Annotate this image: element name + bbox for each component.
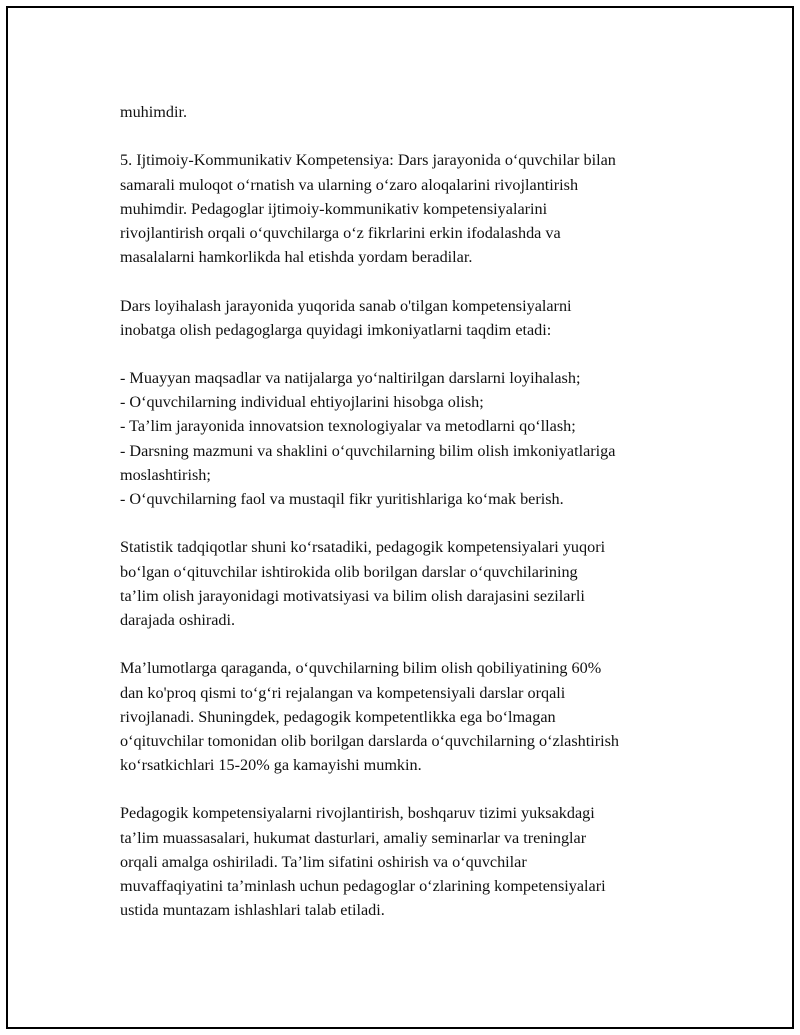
text-line: ko‘rsatkichlari 15-20% ga kamayishi mumkin. [120,756,422,775]
list-item: - Muayyan maqsadlar va natijalarga yo‘naltirilgan darslarni loyihalash; [120,369,581,388]
text-line: darajada oshiradi. [120,610,236,629]
paragraph [120,535,700,632]
list-item: - Darsning mazmuni va shaklini o‘quvchilarning bilim olish imkoniyatlariga [120,441,616,460]
text-line: Pedagogik kompetensiyalarni rivojlantirish, boshqaruv tizimi yuksakdagi [120,804,595,823]
text-line: Ma’lumotlarga qaraganda, o‘quvchilarning bilim olish qobiliyatining 60% [120,659,602,678]
text-line: muhimdir. Pedagoglar ijtimoiy-kommunikativ kompetensiyalarini [120,199,548,218]
document-page [6,6,794,1029]
paragraph [120,801,700,922]
document-body [120,100,700,922]
text-line: inobatga olish pedagoglarga quyidagi imkoniyatlarni taqdim etadi: [120,320,552,339]
paragraph [120,148,700,269]
text-line: 5. Ijtimoiy-Kommunikativ Kompetensiya: Dars jarayonida o‘quvchilar bilan [120,151,616,170]
text-line: bo‘lgan o‘qituvchilar ishtirokida olib borilgan darslar o‘quvchilarining [120,562,578,581]
text-line: o‘qituvchilar tomonidan olib borilgan darslarda o‘quvchilarning o‘zlashtirish [120,731,619,750]
text-line: rivojlanadi. Shuningdek, pedagogik kompetentlikka ega bo‘lmagan [120,707,556,726]
text-line: ta’lim olish jarayonidagi motivatsiyasi va bilim olish darajasini sezilarli [120,586,585,605]
bullet-list [120,366,700,511]
paragraph [120,294,700,342]
text-line: ustida muntazam ishlashlari talab etiladi. [120,901,385,920]
text-line: rivojlantirish orqali o‘quvchilarga o‘z fikrlarini erkin ifodalashda va [120,223,561,242]
text-line: dan ko'proq qismi to‘g‘ri rejalangan va kompetensiyali darslar orqali [120,683,566,702]
text-line: orqali amalga oshiriladi. Ta’lim sifatini oshirish va o‘quvchilar [120,852,527,871]
paragraph [120,656,700,777]
text-line: Statistik tadqiqotlar shuni ko‘rsatadiki, pedagogik kompetensiyalari yuqori [120,538,606,557]
text-line: ta’lim muassasalari, hukumat dasturlari, amaliy seminarlar va treninglar [120,828,587,847]
paragraph [120,100,700,124]
text-line: muhimdir. [120,103,188,121]
list-item: - O‘quvchilarning individual ehtiyojlarini hisobga olish; [120,393,484,412]
list-item: - O‘quvchilarning faol va mustaqil fikr yuritishlariga ko‘mak berish. [120,490,564,508]
list-item: - Ta’lim jarayonida innovatsion texnologiyalar va metodlarni qo‘llash; [120,417,576,436]
text-line: samarali muloqot o‘rnatish va ularning o‘zaro aloqalarini rivojlantirish [120,175,579,194]
text-line: Dars loyihalash jarayonida yuqorida sanab o'tilgan kompetensiyalarni [120,296,572,315]
text-line: muvaffaqiyatini ta’minlash uchun pedagoglar o‘zlarining kompetensiyalari [120,877,606,895]
text-line: masalalarni hamkorlikda hal etishda yordam beradilar. [120,248,473,267]
list-item: moslashtirish; [120,465,211,484]
